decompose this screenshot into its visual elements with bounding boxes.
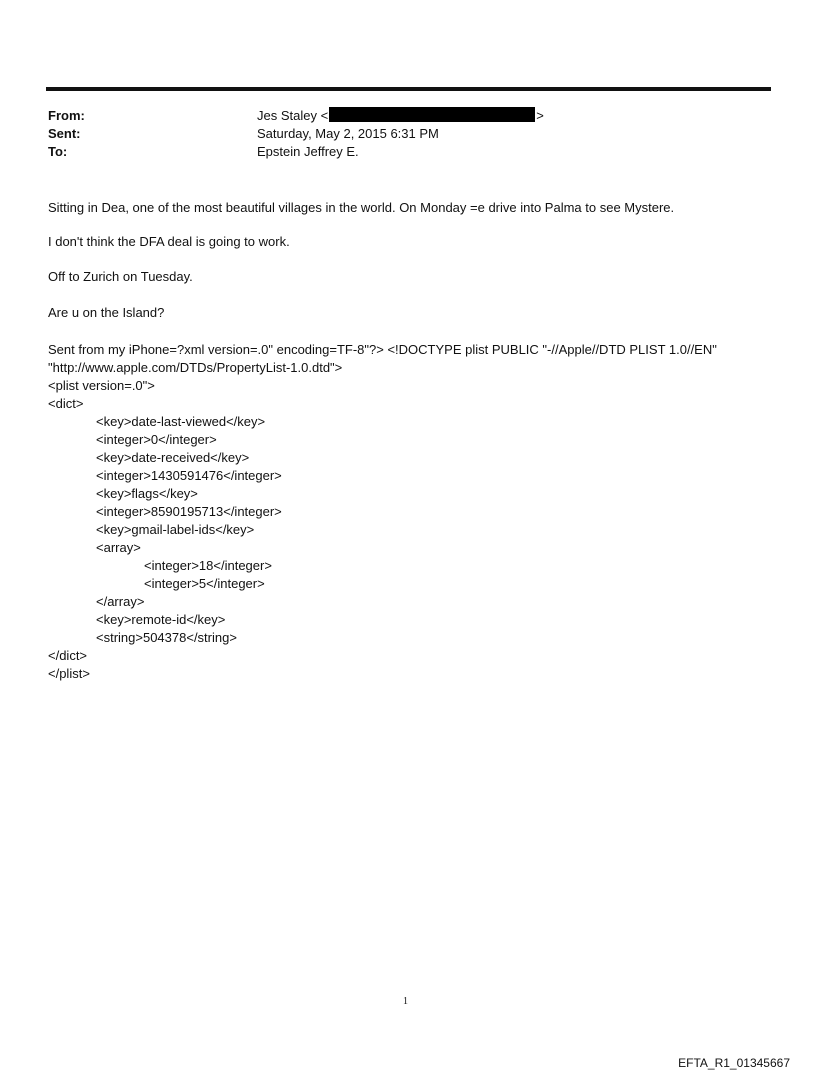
plist-line: <string>504378</string>	[96, 630, 237, 645]
plist-line: <key>flags</key>	[96, 486, 198, 501]
plist-line: <array>	[96, 540, 141, 555]
plist-line: "http://www.apple.com/DTDs/PropertyList-1.0.dtd">	[48, 360, 343, 375]
sent-value: Saturday, May 2, 2015 6:31 PM	[257, 126, 439, 141]
sent-label: Sent:	[48, 126, 81, 141]
redaction-block	[329, 107, 535, 122]
from-value	[257, 107, 544, 125]
plist-line: </array>	[96, 594, 145, 609]
plist-line: Sent from my iPhone=?xml version=.0" encoding=TF-8"?> <!DOCTYPE plist PUBLIC "-//Apple//DTD PLIST 1.0//EN"	[48, 342, 717, 357]
to-value: Epstein Jeffrey E.	[257, 144, 359, 159]
header-divider	[46, 87, 771, 91]
body-paragraph-1: Sitting in Dea, one of the most beautiful villages in the world. On Monday =e drive into Palma to see Mystere.	[48, 200, 675, 215]
plist-line: </dict>	[48, 648, 88, 663]
plist-line: <integer>18</integer>	[144, 558, 272, 573]
plist-line: <integer>5</integer>	[144, 576, 265, 591]
plist-line: <integer>1430591476</integer>	[96, 468, 282, 483]
plist-line: <integer>8590195713</integer>	[96, 504, 282, 519]
document-id: EFTA_R1_01345667	[678, 1056, 790, 1070]
plist-line: <dict>	[48, 396, 84, 411]
page-number: 1	[403, 996, 408, 1007]
from-label: From:	[48, 108, 85, 123]
to-label: To:	[48, 144, 68, 159]
body-paragraph-2: I don't think the DFA deal is going to work.	[48, 234, 290, 249]
plist-line: <integer>0</integer>	[96, 432, 217, 447]
email-open-bracket: <	[320, 108, 329, 123]
email-close-bracket: >	[536, 108, 544, 123]
body-paragraph-3: Off to Zurich on Tuesday.	[48, 269, 193, 284]
plist-line: <key>remote-id</key>	[96, 612, 226, 627]
sender-name: Jes Staley	[257, 108, 317, 123]
plist-line: </plist>	[48, 666, 90, 681]
plist-line: <plist version=.0">	[48, 378, 155, 393]
plist-line: <key>date-last-viewed</key>	[96, 414, 266, 429]
plist-line: <key>gmail-label-ids</key>	[96, 522, 255, 537]
plist-line: <key>date-received</key>	[96, 450, 250, 465]
body-paragraph-4: Are u on the Island?	[48, 305, 165, 320]
